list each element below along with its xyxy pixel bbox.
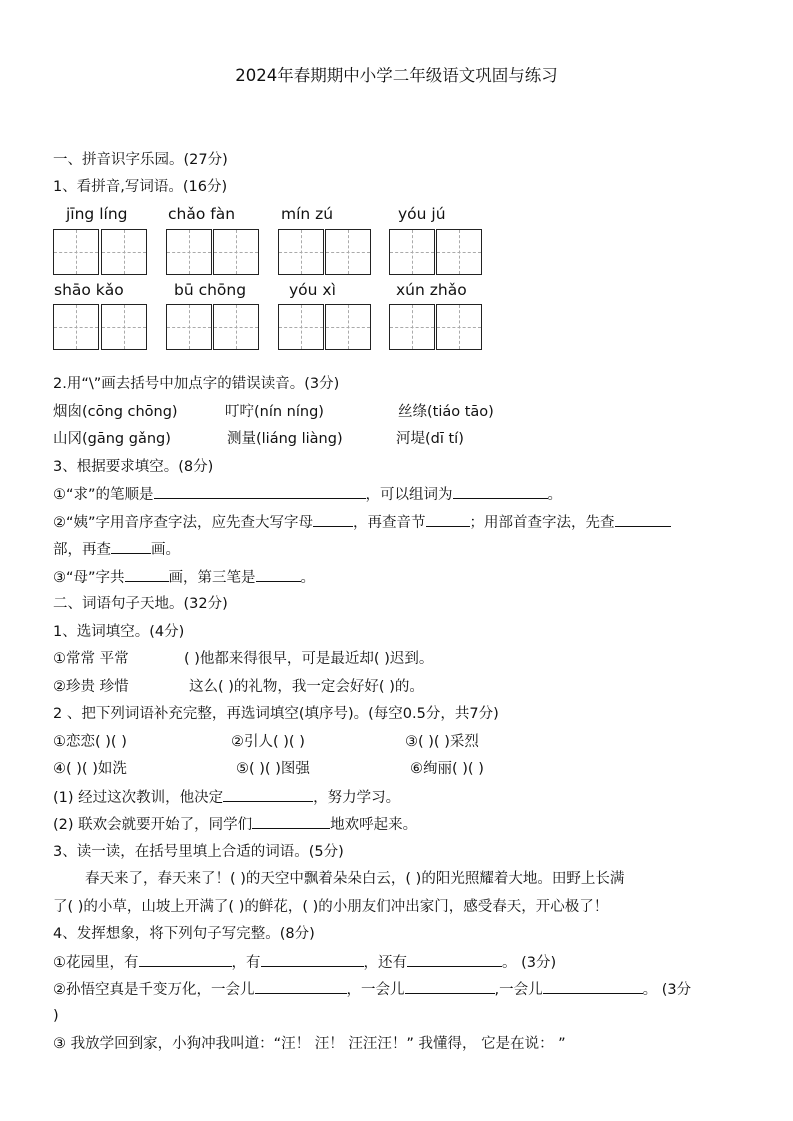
idiom-sentence-2: (2) 联欢会就要开始了，同学们 地欢呼起来。 [53,814,417,835]
writing-box[interactable] [166,229,212,275]
fill-line-dictionary: ②“姨”字用音序查字法，应先查大写字母 ，再查音节 ；用部首查字法，先查 [53,512,671,533]
pinyin-label: chǎo fàn [168,205,236,223]
pronunciation-item: 丝绦(tiáo tāo) [398,404,494,420]
idiom-item: ③( )( )采烈 [405,734,479,750]
answer-blank[interactable] [543,979,643,994]
writing-box[interactable] [278,304,324,350]
answer-blank[interactable] [407,952,502,967]
answer-blank[interactable] [154,484,366,499]
idiom-item: ①恋恋( )( ) [53,734,127,750]
pronunciation-item: 烟囱(cōng chōng) [53,404,178,420]
fill-line-stroke-order: ①“求”的笔顺是 ，可以组词为 。 [53,484,562,505]
question-2-3-title: 3、读一读，在括号里填上合适的词语。(5分) [53,844,344,860]
writing-box[interactable] [166,304,212,350]
writing-box[interactable] [389,304,435,350]
sentence-completion-3: ③ 我放学回到家，小狗冲我叫道：“汪！ 汪！ 汪汪汪！” 我懂得， 它是在说： ” [53,1036,566,1052]
pronunciation-item: 河堤(dī tí) [396,431,464,447]
writing-box[interactable] [213,229,259,275]
fill-line-radical: 部，再查 画。 [53,539,180,560]
idiom-item: ④( )( )如洗 [53,761,127,777]
sentence-completion-1: ①花园里，有 ，有 ，还有 。 (3分) [53,952,556,973]
idiom-sentence-1: (1) 经过这次教训，他决定 ，努力学习。 [53,787,400,808]
pronunciation-item: 山冈(gāng gǎng) [53,431,171,447]
question-2-2-title: 2 、把下列词语补充完整，再选词填空(填序号)。(每空0.5分，共7分) [53,706,499,722]
answer-blank[interactable] [125,567,169,582]
question-1-1-title: 1、看拼音,写词语。(16分) [53,179,228,195]
idiom-item: ⑥绚丽( )( ) [410,761,484,777]
writing-box[interactable] [325,229,371,275]
sentence-completion-2-cont: ) [53,1008,59,1024]
word-choice-words: ②珍贵 珍惜 [53,679,129,695]
writing-box[interactable] [53,229,99,275]
pinyin-label: xún zhǎo [396,281,467,299]
writing-box[interactable] [53,304,99,350]
fill-line-strokes: ③“母”字共 画，第三笔是 。 [53,567,315,588]
pronunciation-item: 测量(liáng liàng) [227,431,343,447]
writing-box[interactable] [325,304,371,350]
answer-blank[interactable] [261,952,364,967]
answer-blank[interactable] [252,814,330,829]
writing-box[interactable] [101,229,147,275]
question-1-2-title: 2.用“\”画去括号中加点字的错误读音。(3分) [53,376,340,392]
pinyin-label: yóu jú [398,205,446,223]
idiom-item: ②引人( )( ) [231,734,305,750]
answer-blank[interactable] [111,539,151,554]
answer-blank[interactable] [615,512,671,527]
answer-blank[interactable] [223,787,313,802]
pinyin-label: shāo kǎo [54,281,124,299]
pinyin-label: mín zú [281,205,334,223]
answer-blank[interactable] [139,952,232,967]
section-2-heading: 二、词语句子天地。(32分) [53,596,228,612]
writing-box[interactable] [389,229,435,275]
question-2-4-title: 4、发挥想象，将下列句子写完整。(8分) [53,926,315,942]
writing-box[interactable] [278,229,324,275]
word-choice-words: ①常常 平常 [53,651,129,667]
word-choice-sentence: 这么( )的礼物，我一定会好好( )的。 [189,679,424,695]
pinyin-label: bū chōng [174,281,247,299]
reading-passage-line-2: 了( )的小草，山坡上开满了( )的鲜花，( )的小朋友们冲出家门，感受春天，开心极了！ [53,899,609,915]
answer-blank[interactable] [255,979,347,994]
sentence-completion-2: ②孙悟空真是千变万化，一会儿 ，一会儿 ,一会儿 。 (3分 [53,979,691,1000]
answer-blank[interactable] [313,512,353,527]
answer-blank[interactable] [426,512,470,527]
writing-box[interactable] [436,229,482,275]
word-choice-sentence: ( )他都来得很早，可是最近却( )迟到。 [184,651,434,667]
writing-box[interactable] [101,304,147,350]
answer-blank[interactable] [405,979,495,994]
pinyin-label: yóu xì [289,281,336,299]
question-2-1-title: 1、选词填空。(4分) [53,624,185,640]
page-title: 2024年春期期中小学二年级语文巩固与练习 [235,66,558,85]
pronunciation-item: 叮咛(nín níng) [225,404,324,420]
writing-box[interactable] [436,304,482,350]
question-1-3-title: 3、根据要求填空。(8分) [53,459,214,475]
section-1-heading: 一、拼音识字乐园。(27分) [53,152,228,168]
idiom-item: ⑤( )( )图强 [236,761,310,777]
reading-passage-line-1: 春天来了，春天来了！( )的天空中飘着朵朵白云，( )的阳光照耀着大地。田野上长满 [85,871,625,887]
pinyin-label: jīng líng [66,205,128,223]
answer-blank[interactable] [256,567,301,582]
writing-box[interactable] [213,304,259,350]
answer-blank[interactable] [453,484,548,499]
